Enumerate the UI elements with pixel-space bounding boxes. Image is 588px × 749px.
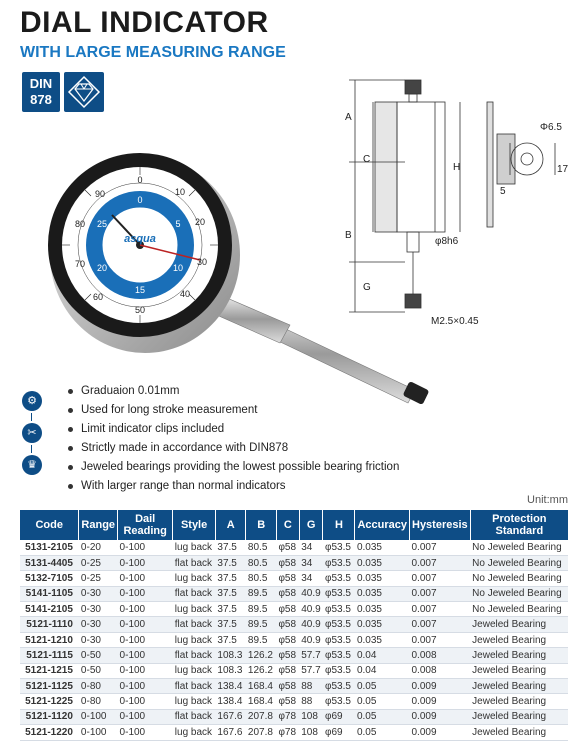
table-cell: 0-30 [79,617,118,632]
feature-item: Limit indicator clips included [68,423,224,435]
table-cell: flat back [173,555,216,570]
table-cell: φ58 [276,694,299,709]
table-cell: 5121-1120 [20,709,79,724]
table-cell: 108 [299,725,323,740]
dial-outer-40: 40 [179,289,191,299]
table-cell: 0.05 [355,725,410,740]
table-cell: 0.007 [410,540,471,555]
table-cell: 0.035 [355,602,410,617]
table-cell: No Jeweled Bearing [470,586,568,601]
table-cell: 0.007 [410,602,471,617]
dial-outer-50: 50 [134,305,146,315]
table-cell: Jeweled Bearing [470,725,568,740]
unit-label: Unit:mm [527,494,568,506]
diamond-badge [64,72,104,112]
table-cell: 207.8 [246,725,277,740]
table-cell: 5141-1105 [20,586,79,601]
table-cell: 0-100 [118,663,173,678]
table-cell: φ58 [276,617,299,632]
col-protection: Protection Standard [470,510,568,540]
table-cell: 5141-2105 [20,602,79,617]
table-cell: φ78 [276,725,299,740]
table-cell: 0-100 [118,602,173,617]
table-cell: lug back [173,725,216,740]
table-cell: 88 [299,694,323,709]
table-cell: 0.009 [410,725,471,740]
trophy-icon: ♛ [22,455,42,475]
table-cell: 0.05 [355,679,410,694]
table-cell: 108.3 [215,648,246,663]
din-badge-line1: DIN [29,76,53,91]
divider [31,445,32,453]
table-row [20,617,568,632]
table-cell: 0.007 [410,555,471,570]
dial-inner-0: 0 [137,195,143,205]
table-cell: φ58 [276,586,299,601]
dial-outer-30: 30 [196,257,208,267]
table-cell: 34 [299,540,323,555]
table-cell: lug back [173,571,216,586]
dial-inner-5: 5 [175,219,181,229]
table-cell: lug back [173,632,216,647]
dim-b: B [345,230,352,241]
table-cell: φ53.5 [323,632,355,647]
table-cell: No Jeweled Bearing [470,602,568,617]
col-code: Code [20,510,79,540]
table-cell: lug back [173,694,216,709]
dial-outer-20: 20 [194,217,206,227]
table-cell: 0-100 [118,571,173,586]
table-cell: 0-80 [79,679,118,694]
dial-outer-90: 90 [94,189,106,199]
table-cell: Jeweled Bearing [470,694,568,709]
table-cell: 0-25 [79,571,118,586]
table-cell: 126.2 [246,648,277,663]
table-cell: 40.9 [299,632,323,647]
table-row [20,709,568,724]
table-cell: φ69 [323,709,355,724]
table-cell: 0.04 [355,648,410,663]
feature-item: Used for long stroke measurement [68,404,257,416]
table-cell: 5121-1125 [20,679,79,694]
table-cell: φ53.5 [323,540,355,555]
table-cell: φ58 [276,663,299,678]
table-row [20,602,568,617]
table-cell: flat back [173,617,216,632]
table-row [20,679,568,694]
table-row [20,540,568,555]
table-cell: 0.009 [410,709,471,724]
table-cell: 5132-7105 [20,571,79,586]
table-cell: 37.5 [215,540,246,555]
table-cell: φ69 [323,725,355,740]
table-cell: 80.5 [246,540,277,555]
table-cell: 0.035 [355,617,410,632]
dial-inner-25: 25 [96,219,108,229]
table-cell: 0-30 [79,586,118,601]
spec-table [20,510,568,741]
table-cell: 57.7 [299,648,323,663]
table-cell: 0-100 [79,725,118,740]
dial-inner-20: 20 [96,263,108,273]
table-cell: φ58 [276,555,299,570]
table-cell: 5121-1225 [20,694,79,709]
table-cell: 37.5 [215,555,246,570]
table-cell: φ53.5 [323,648,355,663]
table-cell: 0-20 [79,540,118,555]
table-cell: lug back [173,602,216,617]
table-cell: 108.3 [215,663,246,678]
dim-thread: M2.5×0.45 [431,316,479,327]
table-row [20,571,568,586]
table-cell: 37.5 [215,617,246,632]
table-cell: 40.9 [299,586,323,601]
table-cell: φ53.5 [323,663,355,678]
col-dial-reading: Dail Reading [118,510,173,540]
feature-item: Graduaion 0.01mm [68,385,179,397]
dial-outer-70: 70 [74,259,86,269]
table-cell: 37.5 [215,632,246,647]
table-cell: φ53.5 [323,555,355,570]
divider [31,413,32,421]
diamond-icon [64,72,104,112]
table-cell: 0-100 [118,617,173,632]
table-cell: φ58 [276,540,299,555]
table-row [20,555,568,570]
table-cell: 0.009 [410,694,471,709]
table-cell: 5131-4405 [20,555,79,570]
table-cell: 207.8 [246,709,277,724]
table-cell: 0-50 [79,663,118,678]
table-cell: φ53.5 [323,571,355,586]
table-cell: 88 [299,679,323,694]
table-cell: 0-100 [118,540,173,555]
table-cell: 0-50 [79,648,118,663]
table-cell: flat back [173,586,216,601]
table-cell: φ58 [276,648,299,663]
table-cell: 5131-2105 [20,540,79,555]
table-row [20,694,568,709]
table-cell: φ58 [276,571,299,586]
table-cell: φ58 [276,632,299,647]
table-cell: 80.5 [246,571,277,586]
table-cell: Jeweled Bearing [470,709,568,724]
table-cell: 89.5 [246,617,277,632]
col-range: Range [79,510,118,540]
dial-outer-0: 0 [137,175,143,185]
table-cell: φ53.5 [323,694,355,709]
table-cell: φ53.5 [323,586,355,601]
table-cell: 0.04 [355,663,410,678]
table-cell: 0-100 [118,555,173,570]
table-cell: 89.5 [246,586,277,601]
table-cell: 5121-1115 [20,648,79,663]
table-cell: 167.6 [215,709,246,724]
table-cell: 80.5 [246,555,277,570]
col-hysteresis: Hysteresis [410,510,471,540]
table-cell: Jeweled Bearing [470,663,568,678]
table-cell: 0-100 [118,725,173,740]
page-subtitle: WITH LARGE MEASURING RANGE [20,44,286,61]
table-cell: φ53.5 [323,679,355,694]
table-cell: 0.009 [410,679,471,694]
table-cell: 168.4 [246,679,277,694]
table-cell: 40.9 [299,617,323,632]
dial-inner-10: 10 [172,263,184,273]
table-cell: 89.5 [246,602,277,617]
table-cell: 37.5 [215,586,246,601]
table-cell: 0-25 [79,555,118,570]
table-cell: No Jeweled Bearing [470,571,568,586]
dial-inner-15: 15 [134,285,146,295]
table-cell: Jeweled Bearing [470,648,568,663]
col-accuracy: Accuracy [355,510,410,540]
feature-item: With larger range than normal indicators [68,480,286,492]
table-cell: 0-100 [118,648,173,663]
dim-h: H [453,162,461,173]
table-cell: flat back [173,679,216,694]
table-cell: 167.6 [215,725,246,740]
col-c: C [276,510,299,540]
table-cell: φ58 [276,679,299,694]
table-cell: 0.007 [410,617,471,632]
feature-item: Strictly made in accordance with DIN878 [68,442,288,454]
col-h: H [323,510,355,540]
table-cell: Jeweled Bearing [470,632,568,647]
table-cell: 0.008 [410,648,471,663]
table-cell: 0-30 [79,602,118,617]
table-cell: 5121-1210 [20,632,79,647]
feature-item: Jeweled bearings providing the lowest possible bearing friction [68,461,399,473]
table-cell: 0.007 [410,571,471,586]
dim-g: G [363,282,371,293]
table-row [20,632,568,647]
dial-outer-10: 10 [174,187,186,197]
col-a: A [215,510,246,540]
dim-5: 5 [500,186,506,197]
table-cell: 37.5 [215,571,246,586]
table-cell: 168.4 [246,694,277,709]
table-cell: 0.007 [410,586,471,601]
table-cell: flat back [173,648,216,663]
table-cell: 5121-1110 [20,617,79,632]
table-row [20,586,568,601]
table-cell: 0-100 [118,694,173,709]
table-cell: φ78 [276,709,299,724]
dim-c: C [363,154,371,165]
dial-brand: asqua [124,233,156,245]
table-cell: φ58 [276,602,299,617]
technical-drawing [335,72,575,342]
table-cell: φ53.5 [323,602,355,617]
dim-17: 17 [557,164,569,175]
gear-icon: ⚙ [22,391,42,411]
table-cell: lug back [173,663,216,678]
table-cell: Jeweled Bearing [470,679,568,694]
dial-outer-60: 60 [92,292,104,302]
table-cell: 0-100 [118,632,173,647]
table-cell: 0-100 [118,679,173,694]
table-cell: 37.5 [215,602,246,617]
table-cell: 0.035 [355,555,410,570]
col-b: B [246,510,277,540]
table-cell: lug back [173,540,216,555]
table-cell: 5121-1215 [20,663,79,678]
dial-outer-80: 80 [74,219,86,229]
table-cell: 0-80 [79,694,118,709]
table-row [20,725,568,740]
dim-a: A [345,112,352,123]
table-cell: 0.035 [355,632,410,647]
table-cell: 0-30 [79,632,118,647]
table-cell: 34 [299,571,323,586]
table-cell: 5121-1220 [20,725,79,740]
table-cell: 0.05 [355,709,410,724]
din-badge-line2: 878 [30,92,52,107]
table-cell: No Jeweled Bearing [470,540,568,555]
dim-bore: φ8h6 [435,236,459,247]
table-cell: 0.008 [410,663,471,678]
table-header-row [20,510,568,540]
table-cell: 0.05 [355,694,410,709]
table-cell: 108 [299,709,323,724]
tools-icon: ✂ [22,423,42,443]
table-cell: No Jeweled Bearing [470,555,568,570]
col-g: G [299,510,323,540]
col-style: Style [173,510,216,540]
table-cell: Jeweled Bearing [470,617,568,632]
table-cell: 138.4 [215,694,246,709]
table-cell: 34 [299,555,323,570]
table-row [20,663,568,678]
table-cell: 0.035 [355,540,410,555]
table-cell: 89.5 [246,632,277,647]
table-cell: φ53.5 [323,617,355,632]
table-cell: 57.7 [299,663,323,678]
table-cell: 40.9 [299,602,323,617]
table-cell: flat back [173,709,216,724]
page-title: DIAL INDICATOR [20,6,269,39]
dim-hole: Φ6.5 [540,122,562,133]
din-badge [22,72,60,112]
table-cell: 0-100 [118,709,173,724]
table-cell: 126.2 [246,663,277,678]
table-cell: 0.035 [355,586,410,601]
table-cell: 0.035 [355,571,410,586]
table-row [20,648,568,663]
table-cell: 0-100 [118,586,173,601]
table-cell: 138.4 [215,679,246,694]
table-cell: 0-100 [79,709,118,724]
table-cell: 0.007 [410,632,471,647]
